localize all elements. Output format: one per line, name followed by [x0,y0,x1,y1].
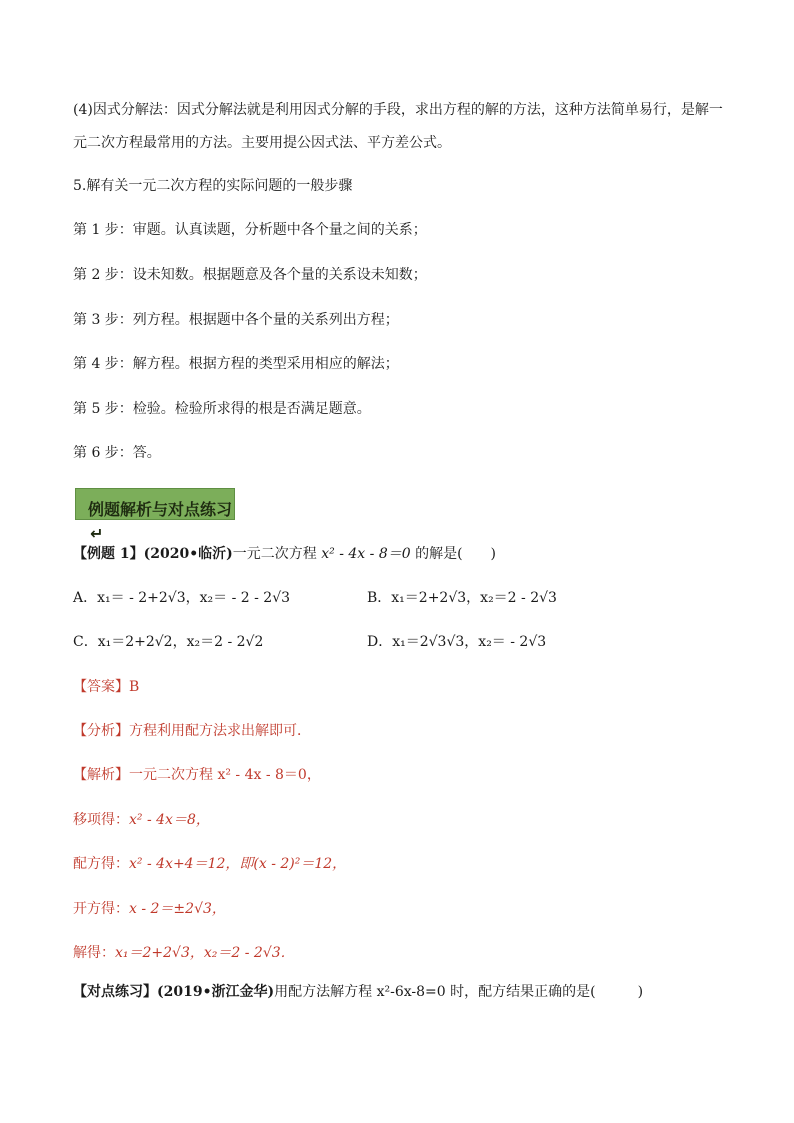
answer-line [73,677,139,697]
solution-move-eq: x² - 4x＝8， [129,812,210,828]
answer-value: B [129,679,140,695]
option-a: A．x₁＝ - 2+2√3，x₂＝ - 2 - 2√3 [73,590,291,606]
step-6: 第 6 步：答。 [73,445,161,461]
method4-line1: (4)因式分解法：因式分解法就是利用因式分解的手段，求出方程的解的方法，这种方法简单易行，是解一 [73,102,723,118]
analysis-label: 【分析】 [73,723,129,739]
solution-intro: 一元二次方程 x² - 4x - 8＝0， [129,767,321,783]
return-mark-icon: ↵ [90,524,104,543]
option-b: B．x₁＝2+2√3，x₂＝2 - 2√3 [367,590,557,606]
analysis-text: 方程利用配方法求出解即可． [129,723,311,739]
example1-stem-suffix: 的解是( ) [410,546,497,562]
section-heading-text: 例题解析与对点练习 [88,500,233,519]
section-heading [75,488,235,543]
solution-root-line [73,899,226,919]
solution-move-line [73,810,210,830]
analysis-line [73,721,311,741]
solution-root-eq: x - 2＝±2√3， [129,901,226,917]
example1-label: 【例题 1】 [73,546,144,562]
solution-intro-line [73,765,321,785]
practice-label: 【对点练习】 [73,984,157,1000]
method4-line2: 元二次方程最常用的方法。主要用提公因式法、平方差公式。 [73,135,451,151]
solution-solve-eq: x₁＝2+2√3，x₂＝2 - 2√3． [115,945,295,961]
practice-line [73,982,643,1002]
example1-stem [73,544,496,564]
practice-text: 用配方法解方程 x²-6x-8=0 时，配方结果正确的是( ) [274,984,644,1000]
solution-root-label: 开方得： [73,901,129,917]
step-2: 第 2 步：设未知数。根据题意及各个量的关系设未知数； [73,267,427,283]
solution-complete-label: 配方得： [73,856,129,872]
solution-complete-line [73,854,346,874]
step-4: 第 4 步：解方程。根据方程的类型采用相应的解法； [73,356,399,372]
step-5: 第 5 步：检验。检验所求得的根是否满足题意。 [73,401,371,417]
step-1: 第 1 步：审题。认真读题，分析题中各个量之间的关系； [73,222,427,238]
solution-complete-eq: x² - 4x+4＝12，即(x - 2)²＝12， [129,856,347,872]
example1-equation: x² - 4x - 8＝0 [321,546,411,562]
step-3: 第 3 步：列方程。根据题中各个量的关系列出方程； [73,312,399,328]
steps-title: 5.解有关一元二次方程的实际问题的一般步骤 [73,178,353,194]
solution-move-label: 移项得： [73,812,129,828]
solution-label: 【解析】 [73,767,129,783]
example1-stem-prefix: 一元二次方程 [232,546,322,562]
practice-source: (2019•浙江金华) [157,984,275,1000]
option-c: C．x₁＝2+2√2，x₂＝2 - 2√2 [73,634,264,650]
example1-source: (2020•临沂) [143,546,233,562]
option-d: D．x₁＝2√3√3，x₂＝ - 2√3 [367,634,547,650]
solution-final-line [73,943,295,963]
solution-solve-label: 解得： [73,945,115,961]
answer-label: 【答案】 [73,679,129,695]
